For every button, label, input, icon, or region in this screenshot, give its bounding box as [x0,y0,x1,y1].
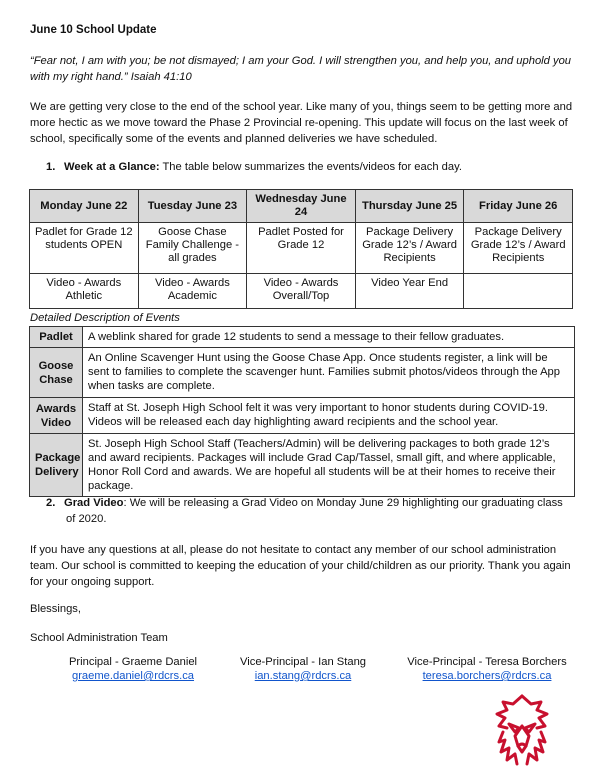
detail-label: Goose Chase [30,348,83,398]
section-week-at-a-glance [46,161,462,173]
week-table [29,189,573,309]
detail-text: A weblink shared for grade 12 students to send a message to their fellow graduates. [83,327,575,348]
table-cell: Padlet Posted for Grade 12 [247,223,356,274]
details-table [29,326,575,497]
scripture-quote: “Fear not, I am with you; be not dismayed; I am your God. I will strengthen you, and help you, and uphold you with my right hand.” Isaiah 41:10 [30,55,572,83]
table-cell: Padlet for Grade 12 students OPEN [30,223,139,274]
signature-role: Principal - Graeme Daniel [68,656,198,668]
table-row [30,348,575,398]
detail-text: An Online Scavenger Hunt using the Goose Chase App. Once students register, a link will be sent to families to complete the scavenger hunt. Families submit photos/videos through the App when tasks are complete. [83,348,575,398]
signature-vice-principal-1 [224,655,382,683]
section-heading: Grad Video [64,497,124,509]
closing-paragraph: If you have any questions at all, please do not hesitate to contact any member of our school administration team. Our school is committed to keeping the education of your child/children as our priority. Thank you again for your ongoing support. [30,544,571,588]
week-header-row [30,190,573,223]
details-caption: Detailed Description of Events [30,312,180,324]
table-cell: Video Year End [355,274,464,309]
table-cell: Video - Awards Academic [138,274,247,309]
signature-principal [52,655,214,683]
section-text: The table below summarizes the events/videos for each day. [159,161,462,173]
intro-paragraph: We are getting very close to the end of the school year. Like many of you, things seem to be getting more and more hectic as we move toward the Phase 2 Provincial re-opening. This update will focus on the last week of school, specifically some of the events and planned deliveries we have scheduled. [30,101,573,145]
eagle-mascot-icon [487,690,557,768]
team-name: School Administration Team [30,632,168,644]
header-friday: Friday June 26 [464,190,573,223]
email-link[interactable]: graeme.daniel@rdcrs.ca [71,670,195,682]
document-title: June 10 School Update [30,24,157,36]
section-heading: Week at a Glance: [64,161,160,173]
detail-text: St. Joseph High School Staff (Teachers/Admin) will be delivering packages to both grade 12’s and award recipients. Packages will include Grad Cap/Tassel, small gift, and where applicable, Honor Roll Cord and awards. We are hopeful all students will be at their homes to receive their package. [83,434,575,497]
table-row [30,398,575,434]
detail-text: Staff at St. Joseph High School felt it was very important to honor students during COVID-19. Videos will be released each day highlighting award recipients and the school year. [83,398,575,434]
detail-label: Package Delivery [30,434,83,497]
table-cell [464,274,573,309]
header-tuesday: Tuesday June 23 [138,190,247,223]
detail-label: Padlet [30,327,83,348]
signature-vice-principal-2 [392,655,582,683]
header-monday: Monday June 22 [30,190,139,223]
signature-role: Vice-Principal - Teresa Borchers [407,656,567,668]
email-link[interactable]: ian.stang@rdcrs.ca [254,670,352,682]
week-events-row [30,223,573,274]
signature-role: Vice-Principal - Ian Stang [239,656,367,668]
header-wednesday: Wednesday June 24 [247,190,356,223]
detail-label: Awards Video [30,398,83,434]
table-cell: Video - Awards Athletic [30,274,139,309]
table-cell: Package Delivery Grade 12’s / Award Recipients [355,223,464,274]
table-row [30,434,575,497]
section-number: 2. [46,497,56,509]
sign-off: Blessings, [30,603,81,615]
header-thursday: Thursday June 25 [355,190,464,223]
section-number: 1. [46,161,56,173]
section-text-continued: of 2020. [66,513,107,525]
section-text: : We will be releasing a Grad Video on Monday June 29 highlighting our graduating class [123,497,563,509]
email-link[interactable]: teresa.borchers@rdcrs.ca [422,670,552,682]
section-grad-video [46,495,576,527]
table-cell: Goose Chase Family Challenge - all grades [138,223,247,274]
table-row [30,327,575,348]
table-cell: Video - Awards Overall/Top [247,274,356,309]
week-videos-row [30,274,573,309]
table-cell: Package Delivery Grade 12’s / Award Recipients [464,223,573,274]
